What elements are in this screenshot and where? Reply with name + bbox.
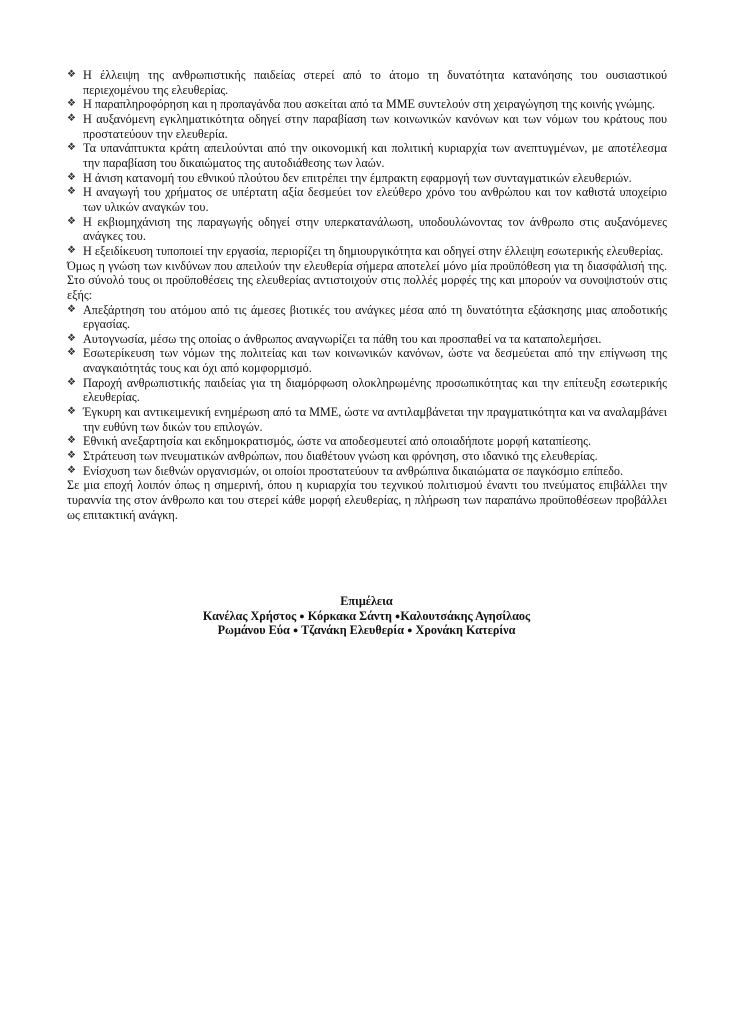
author-name: Ρωμάνου Εύα: [217, 623, 290, 638]
credits-heading: Επιμέλεια: [340, 594, 393, 608]
diamond-bullet-icon: ❖: [67, 69, 76, 80]
diamond-bullet-icon: ❖: [67, 332, 76, 344]
list-item: ❖ Παροχή ανθρωπιστικής παιδείας για τη διαμόρφωση ολοκληρωμένης προσωπικότητας και την επίτευξη εσωτερικής ελευθερίας.: [67, 375, 667, 405]
credits-line-2: [0, 623, 733, 638]
list-item: ❖ Η αναγωγή του χρήματος σε υπέρτατη αξία δεσμεύει τον ελεύθερο χρόνο του ανθρώπου και τον καθιστά υποχείριο των υλικών αναγκών του.: [67, 185, 667, 214]
list-item: ❖ Εθνική ανεξαρτησία και εκδημοκρατισμός, ώστε να αποδεσμευτεί από οποιαδήποτε μορφή καταπίεσης.: [67, 434, 592, 449]
diamond-bullet-icon: ❖: [67, 347, 76, 359]
diamond-bullet-icon: ❖: [67, 376, 76, 388]
list-item: ❖ Εσωτερίκευση των νόμων της πολιτείας και των κοινωνικών κανόνων, ώστε να δεσμεύεται από την επίγνωση της αναγκαιότητάς τους και όχι από κομφορμισμό.: [67, 346, 667, 376]
author-name: Κανέλας Χρήστος: [202, 608, 297, 623]
author-name: Τζανάκη Ελευθερία: [301, 623, 405, 638]
conclusion-paragraph: Σε μια εποχή λοιπόν όπως η σημερινή, όπου η κυριαρχία του τεχνικού πολιτισμού έναντι του πνεύματος επιβάλλει την τυραννία της στον άνθρωπο και του στερεί κάθε μορφή ελευθερίας, η πλήρωση των παραπάνω προϋποθέσεων προβάλλει ως επιτακτική ανάγκη.: [67, 478, 667, 522]
list-item: ❖ Στράτευση των πνευματικών ανθρώπων, που διαθέτουν γνώση και φρόνηση, στο ιδανικό της ελευθερίας.: [67, 449, 598, 464]
list-item: ❖ Η αυξανόμενη εγκληματικότητα οδηγεί στην παραβίαση των κοινωνικών κανόνων και των νόμων του κράτους που προστατεύουν την ελευθερία.: [67, 111, 667, 141]
bullet-separator-icon: ●: [394, 610, 401, 621]
diamond-bullet-icon: ❖: [67, 464, 76, 476]
list-item: ❖ Τα υπανάπτυκτα κράτη απειλούνται από την οικονομική και πολιτική κυριαρχία των ανεπτυγμένων, με αποτέλεσμα την παραβίαση του δικαιώματος της αυτοδιάθεσης των λαών.: [67, 141, 667, 170]
list-item: ❖ Έγκυρη και αντικειμενική ενημέρωση από τα ΜΜΕ, ώστε να αντιλαμβάνεται την πραγματικότητα και να αναλαμβάνει την ευθύνη των δικών του επιλογών.: [67, 405, 667, 434]
author-name: Χρονάκη Κατερίνα: [415, 623, 516, 638]
diamond-bullet-icon: ❖: [67, 450, 76, 462]
list-item: ❖ Η παραπληροφόρηση και η προπαγάνδα που ασκείται από τα ΜΜΕ συντελούν στη χειραγώγηση της κοινής γνώμης.: [67, 97, 655, 112]
document-body: [67, 68, 667, 522]
list-item: ❖ Ενίσχυση των διεθνών οργανισμών, οι οποίοι προστατεύουν τα ανθρώπινα δικαιώματα σε παγκόσμιο επίπεδο.: [67, 463, 624, 478]
list-item: ❖ Απεξάρτηση του ατόμου από τις άμεσες βιοτικές του ανάγκες μέσα από τη δυνατότητα εξάσκησης μιας αποδοτικής εργασίας.: [67, 302, 667, 332]
diamond-bullet-icon: ❖: [67, 215, 76, 227]
list-item: ❖ Η εκβιομηχάνιση της παραγωγής οδηγεί στην υπερκατανάλωση, υποδουλώνοντας τον άνθρωπο στις αυξανόμενες ανάγκες του.: [67, 214, 667, 244]
diamond-bullet-icon: ❖: [67, 112, 76, 124]
diamond-bullet-icon: ❖: [67, 303, 76, 315]
list-item: ❖ Η εξειδίκευση τυποποιεί την εργασία, περιορίζει τη δημιουργικότητα και οδηγεί στην έλλειψη εσωτερικής ελευθερίας.: [67, 243, 664, 258]
threats-list: [67, 68, 667, 259]
prerequisites-list: [67, 303, 667, 479]
bullet-separator-icon: ●: [407, 625, 413, 636]
diamond-bullet-icon: ❖: [67, 98, 76, 110]
diamond-bullet-icon: ❖: [67, 171, 76, 183]
bullet-separator-icon: ●: [292, 625, 299, 636]
diamond-bullet-icon: ❖: [67, 406, 76, 418]
credits-block: [0, 594, 733, 638]
author-name: Καλουτσάκης Αγησίλαος: [400, 608, 531, 623]
document-page: [67, 68, 667, 522]
bullet-separator-icon: ●: [299, 610, 305, 621]
credits-line-1: [0, 609, 733, 624]
diamond-bullet-icon: ❖: [67, 142, 76, 154]
diamond-bullet-icon: ❖: [67, 435, 76, 447]
list-item: ❖ Η άνιση κατανομή του εθνικού πλούτου δεν επιτρέπει την έμπρακτη εφαρμογή των συνταγματικών ελευθεριών.: [67, 170, 632, 185]
list-item: ❖ Η έλλειψη της ανθρωπιστικής παιδείας στερεί από το άτομο τη δυνατότητα κατανόησης του ουσιαστικού περιεχομένου της ελευθερίας.: [67, 68, 667, 97]
diamond-bullet-icon: ❖: [67, 186, 76, 198]
list-item: ❖ Αυτογνωσία, μέσω της οποίας ο άνθρωπος αναγνωρίζει τα πάθη του και προσπαθεί να τα καταπολεμήσει.: [67, 331, 602, 346]
diamond-bullet-icon: ❖: [67, 244, 76, 256]
transition-paragraph: Όμως η γνώση των κινδύνων που απειλούν την ελευθερία σήμερα αποτελεί μόνο μία προϋπόθεση για τη διασφάλισή της. Στο σύνολό τους οι προϋποθέσεις της ελευθερίας αντιστοιχούν στις πολλές μορφές της και μπορούν να συνοψιστούν στις εξής:: [67, 258, 667, 302]
author-name: Κόρκακα Σάντη: [307, 608, 392, 623]
